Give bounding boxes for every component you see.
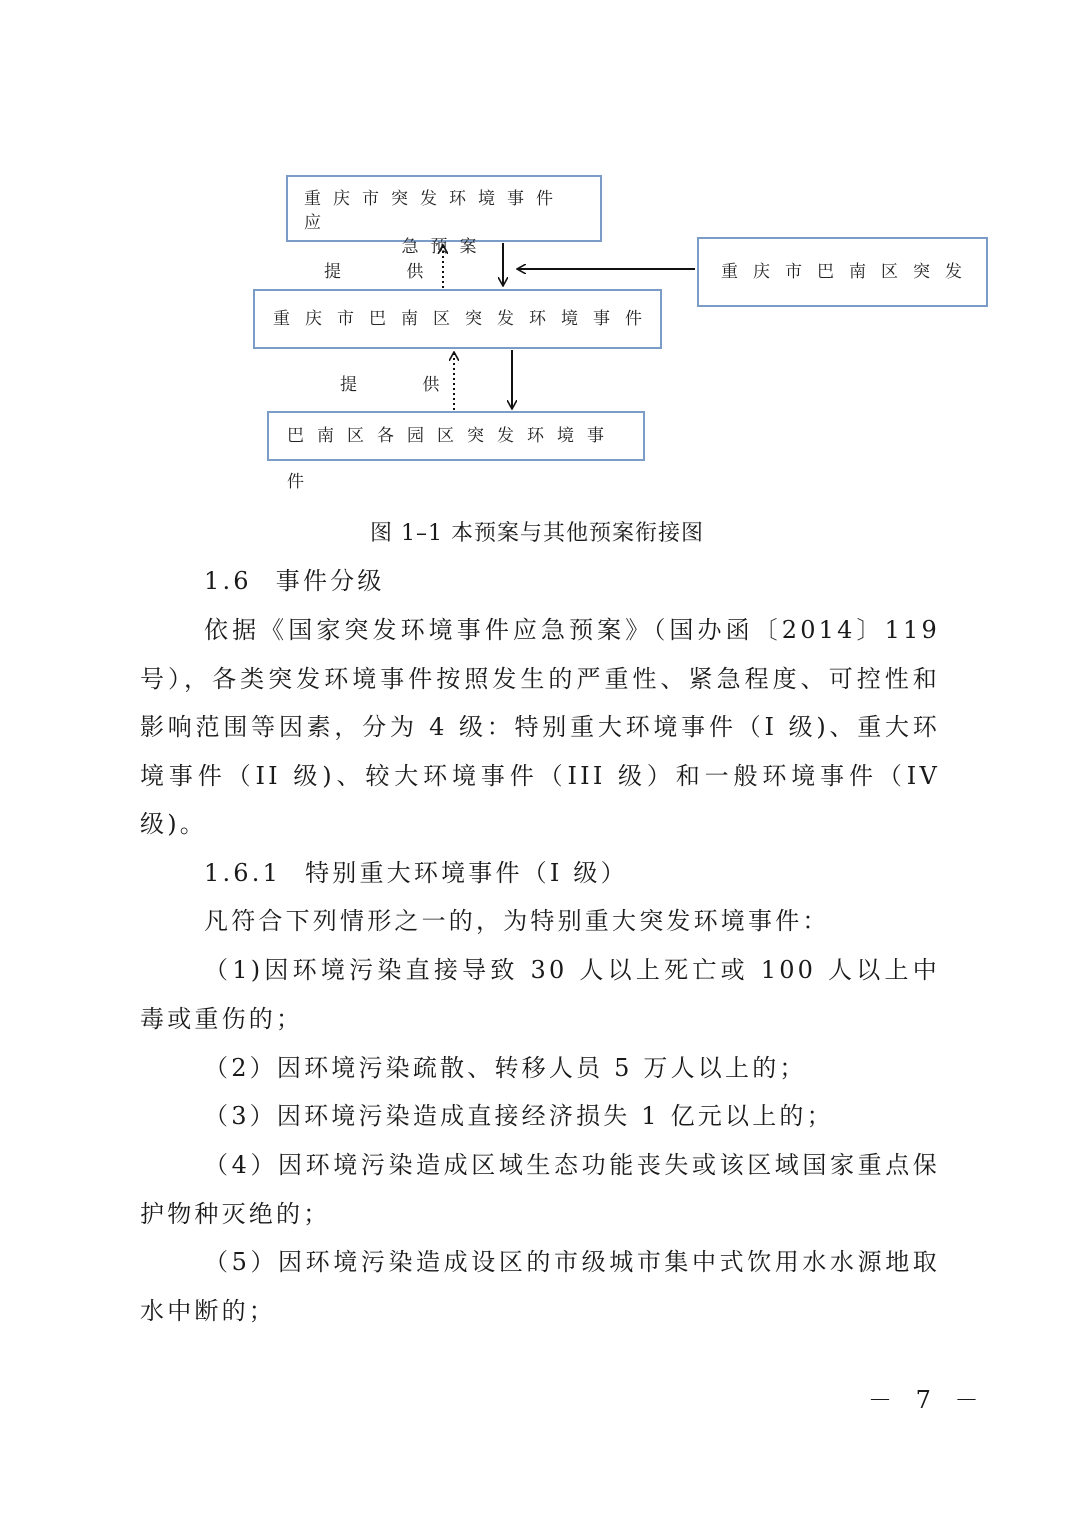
section-title: 事件分级 [275, 567, 385, 595]
plan-box-line1: 重庆市突发环境事件应 [304, 189, 565, 233]
section-number: 1.6 [204, 567, 252, 595]
figure-caption: 图 1–1 本预案与其他预案衔接图 [370, 521, 704, 546]
condition-intro: 凡符合下列情形之一的，为特别重大突发环境事件： [204, 907, 830, 935]
provide-label-lower: 提 供 [340, 375, 470, 395]
section-number: 1.6.1 [204, 859, 282, 887]
plan-box-label: 重庆市巴南区突发环境事件 [273, 309, 657, 329]
condition-item-2: （2）因环境污染疏散、转移人员 5 万人以上的； [204, 1054, 807, 1082]
plan-box-banan-district [253, 289, 662, 349]
intro-paragraph: 依据《国家突发环境事件应急预案》（国办函〔2014〕119 号），各类突发环境事件按照发生的严重性、紧急程度、可控性和影响范围等因素，分为 4 级：特别重大环境事件（I 级)、重大环境事件（II 级)、较大环境事件（III 级）和一般环境事件（IV 级)。 [140, 616, 940, 838]
plan-box-label: 重庆市巴南区突发 [721, 262, 977, 282]
condition-item-4: （4）因环境污染造成区域生态功能丧失或该区域国家重点保护物种灭绝的； [140, 1151, 940, 1228]
plan-box-line2: 急预案 [401, 237, 489, 257]
condition-item-3: （3）因环境污染造成直接经济损失 1 亿元以上的； [204, 1102, 834, 1130]
condition-item-1: （1)因环境污染直接导致 30 人以上死亡或 100 人以上中毒或重伤的； [140, 956, 940, 1033]
plan-box-label: 巴南区各园区突发环境事件 [287, 426, 617, 492]
section-heading-1-6-1 [140, 849, 940, 898]
provide-label-upper: 提 供 [324, 262, 454, 282]
section-heading-1-6 [140, 557, 940, 606]
condition-item-5: （5）因环境污染造成设区的市级城市集中式饮用水水源地取水中断的； [140, 1248, 940, 1325]
section-title: 特别重大环境事件（I 级） [305, 859, 628, 887]
plan-box-chongqing-city [286, 175, 602, 257]
plan-box-banan-right [697, 237, 988, 307]
plan-box-banan-parks [267, 411, 645, 492]
page-number: － 7 － [868, 1386, 987, 1414]
